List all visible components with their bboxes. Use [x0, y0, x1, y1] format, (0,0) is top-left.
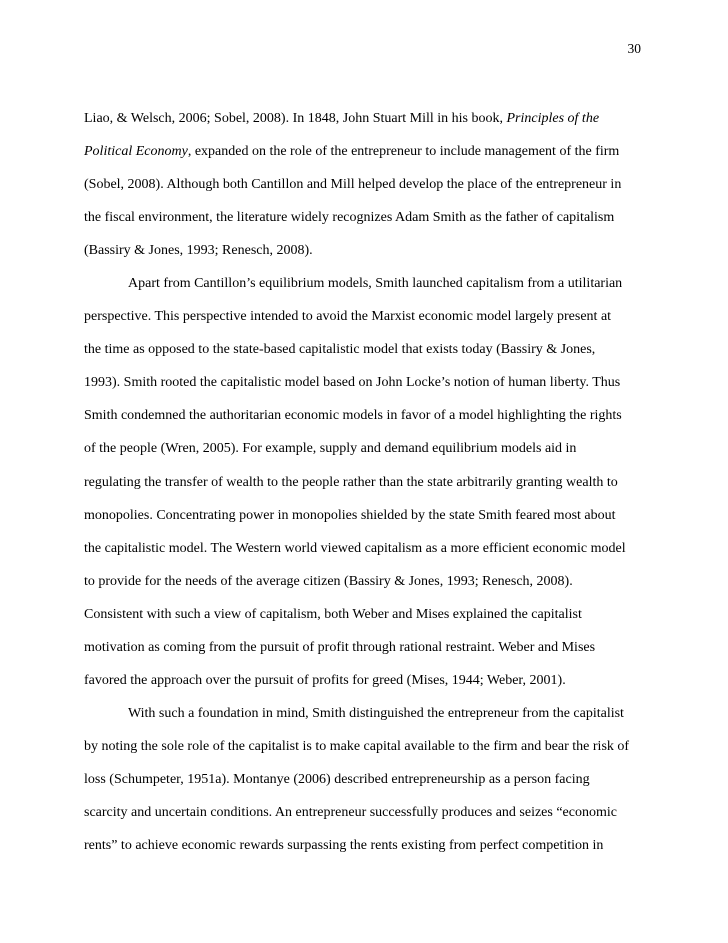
text-line: favored the approach over the pursuit of profits for greed (Mises, 1944; Weber, 2001).	[84, 672, 566, 688]
text-line: the time as opposed to the state-based capitalistic model that exists today (Bassiry & Jones,	[84, 342, 596, 358]
text-line: 1993). Smith rooted the capitalistic model based on John Locke’s notion of human liberty. Thus	[84, 375, 621, 391]
text-line: (Bassiry & Jones, 1993; Renesch, 2008).	[84, 243, 313, 259]
book-title-italic: Political Economy	[84, 144, 188, 160]
paragraph-first-line: Apart from Cantillon’s equilibrium models, Smith launched capitalism from a utilitarian	[128, 276, 623, 292]
text-line: motivation as coming from the pursuit of profit through rational restraint. Weber and Mises	[84, 639, 596, 655]
text-line: the fiscal environment, the literature widely recognizes Adam Smith as the father of capitalism	[84, 210, 615, 226]
text-line: regulating the transfer of wealth to the people rather than the state arbitrarily granting wealth to	[84, 474, 618, 490]
text-line: by noting the sole role of the capitalist is to make capital available to the firm and bear the risk of	[84, 738, 630, 754]
text-line: perspective. This perspective intended to avoid the Marxist economic model largely present at	[84, 309, 612, 325]
page-number: 30	[627, 41, 641, 56]
text-line: to provide for the needs of the average citizen (Bassiry & Jones, 1993; Renesch, 2008).	[84, 573, 573, 589]
line-text: , expanded on the role of the entrepreneur to include management of the firm	[187, 144, 620, 160]
body-text	[84, 102, 652, 862]
text-line: of the people (Wren, 2005). For example, supply and demand equilibrium models aid in	[84, 441, 577, 457]
text-line: loss (Schumpeter, 1951a). Montanye (2006) described entrepreneurship as a person facing	[84, 771, 590, 787]
text-line: the capitalistic model. The Western world viewed capitalism as a more efficient economic model	[84, 540, 626, 556]
text-line	[84, 102, 652, 135]
line-text: Liao, & Welsch, 2006; Sobel, 2008). In 1848, John Stuart Mill in his book,	[84, 111, 507, 126]
book-title-italic: Principles of the	[506, 111, 600, 126]
text-line: Consistent with such a view of capitalism, both Weber and Mises explained the capitalist	[84, 606, 582, 622]
text-line: (Sobel, 2008). Although both Cantillon and Mill helped develop the place of the entrepreneur in	[84, 177, 622, 193]
text-line: Smith condemned the authoritarian economic models in favor of a model highlighting the rights	[84, 408, 622, 424]
paragraph-first-line: With such a foundation in mind, Smith distinguished the entrepreneur from the capitalist	[128, 705, 624, 721]
text-line: scarcity and uncertain conditions. An entrepreneur successfully produces and seizes “economic	[84, 804, 617, 820]
text-line: rents” to achieve economic rewards surpassing the rents existing from perfect competition in	[84, 838, 604, 854]
text-line	[84, 135, 652, 168]
text-line: monopolies. Concentrating power in monopolies shielded by the state Smith feared most about	[84, 507, 616, 523]
